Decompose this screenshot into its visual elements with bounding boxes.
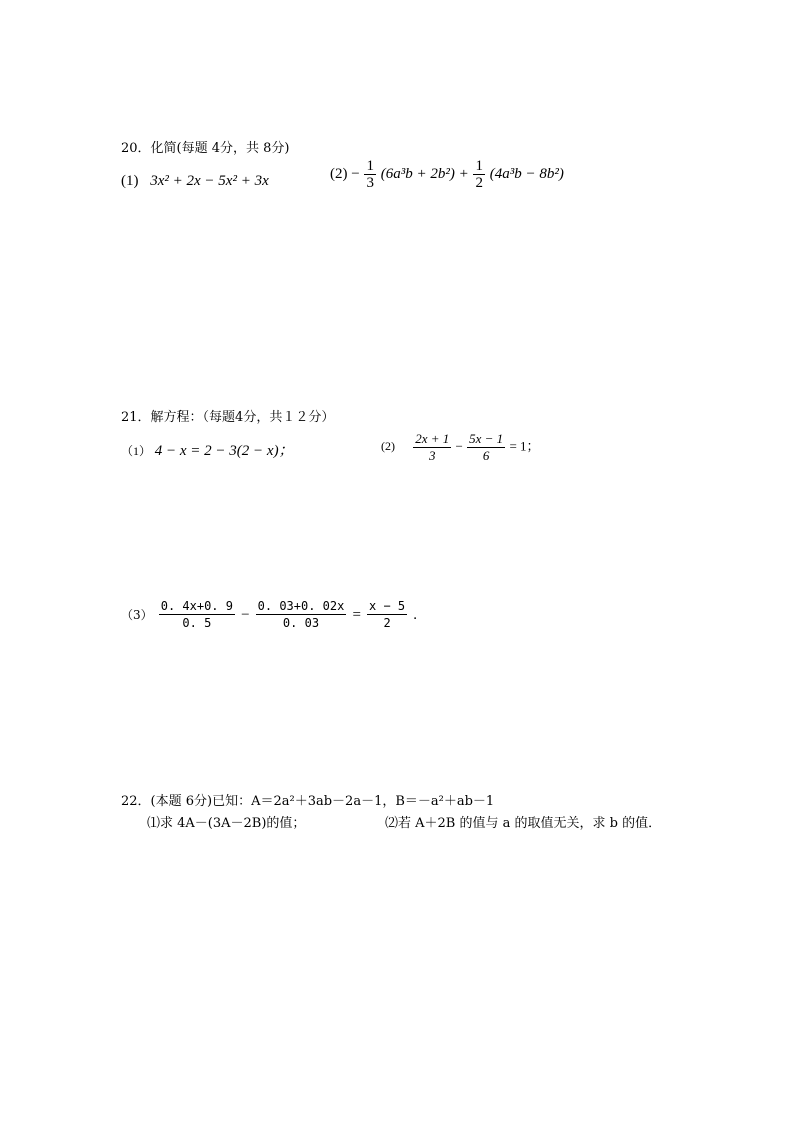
q20-part2-tail: (4a³b − 8b²) bbox=[489, 165, 564, 182]
q20-part2-fraction-1: $\frac{1}{3}$ bbox=[366, 158, 374, 191]
q21-part1-expression: 4 − x = 2 − 3(2 − x)； bbox=[154, 443, 294, 459]
q21-part3-fraction-3: $\frac{x - 5}{2}$ bbox=[369, 599, 406, 630]
q20-part2-label: (2) bbox=[330, 165, 348, 182]
q21-part3-tail: . bbox=[413, 607, 417, 623]
q20-part2-fraction-2: $\frac{1}{2}$ bbox=[475, 158, 483, 191]
q21-part1 bbox=[121, 442, 294, 460]
q21-part2-label: (2) bbox=[381, 439, 395, 454]
q22-header: 22．(本题 6分)已知：A＝2a²＋3ab－2a－1，B＝－a²＋ab－1 bbox=[121, 794, 495, 809]
q22-part2: ⑵若 A＋2B 的值与 a 的取值无关，求 b 的值． bbox=[385, 816, 662, 831]
q21-part2-fraction-2: $\frac{5x - 1}{6}$ bbox=[469, 431, 504, 463]
q20-part2 bbox=[330, 158, 564, 191]
q20-part1-label: (1) bbox=[121, 173, 139, 189]
q21-part3-minus: − bbox=[241, 607, 250, 623]
q21-part3-equals: = bbox=[352, 607, 361, 623]
q21-part3-fraction-1: $\frac{0. 4x+0. 9}{0. 5}$ bbox=[160, 599, 233, 630]
q21-part2 bbox=[381, 431, 540, 464]
q21-part2-minus: − bbox=[455, 438, 463, 454]
q21-part1-label: （1） bbox=[121, 444, 152, 458]
q20-header: 20．化简(每题 4分，共 8分) bbox=[121, 141, 290, 156]
q20-part1-expression: 3x² + 2x − 5x² + 3x bbox=[150, 173, 269, 189]
q21-part2-fraction-1: $\frac{2x + 1}{3}$ bbox=[415, 431, 450, 463]
q21-part2-tail: = 1； bbox=[509, 438, 540, 454]
q22-part1: ⑴求 4A－(3A－2B)的值； bbox=[147, 816, 306, 831]
q21-part3-label: （3） bbox=[121, 608, 153, 622]
q20-part1 bbox=[121, 172, 269, 190]
q20-part2-middle: (6a³b + 2b²) + bbox=[380, 165, 469, 182]
q20-part2-minus: − bbox=[351, 165, 360, 182]
q21-part3-fraction-2: $\frac{0. 03+0. 02x}{0. 03}$ bbox=[257, 599, 345, 630]
q21-part3 bbox=[121, 598, 417, 631]
q21-header: 21．解方程：（每题4分，共１２分） bbox=[121, 410, 335, 425]
